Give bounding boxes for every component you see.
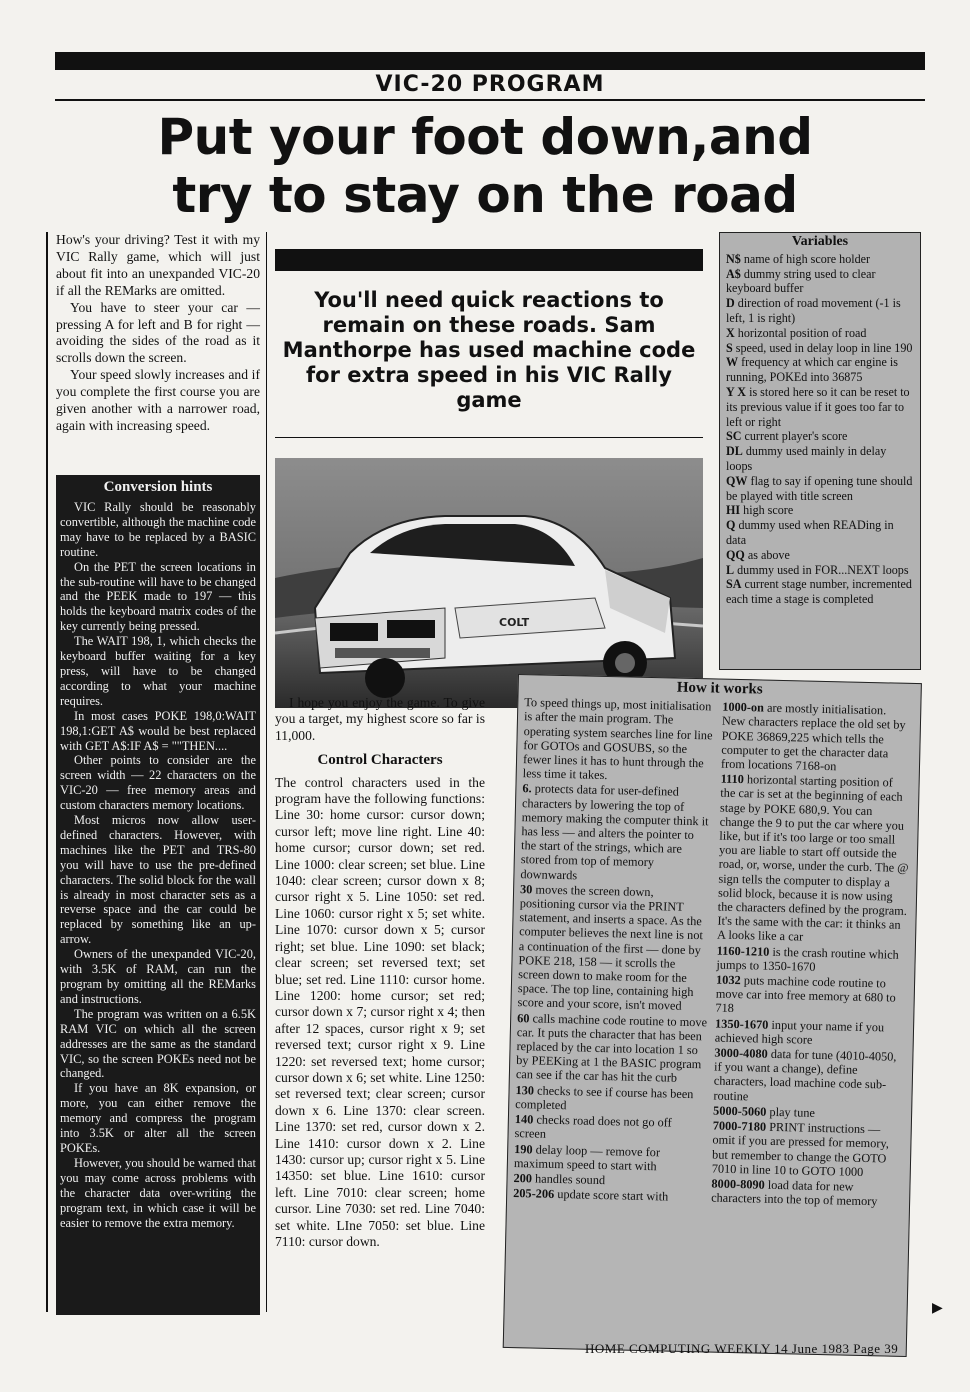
intro-paragraph: Your speed slowly increases and if you complete the first course you are given another with a narrower road, again with increasing speed. xyxy=(56,367,260,433)
variable-entry-text: direction of road movement (-1 is left, 1 is right) xyxy=(726,296,901,325)
variable-entry xyxy=(720,429,920,444)
how-entry-key: 130 xyxy=(515,1082,535,1098)
how-entry xyxy=(715,973,906,1020)
conversion-hints-title: Conversion hints xyxy=(103,479,213,495)
conversion-paragraph: Other points to consider are the screen width — 22 characters on the VIC-20 — free memory areas and custom characters memory locations. xyxy=(60,753,256,813)
how-entry-key: 190 xyxy=(514,1141,533,1156)
how-entry xyxy=(721,700,913,775)
variable-entry xyxy=(720,444,920,474)
variable-entry-key: Q xyxy=(726,518,736,533)
variable-entry-text: dummy used in FOR...NEXT loops xyxy=(737,562,909,577)
how-entry-key: 7000-7180 xyxy=(712,1118,767,1134)
variable-entry-text: flag to say if opening tune should be played with title screen xyxy=(726,473,913,503)
how-entry xyxy=(516,1011,708,1086)
how-entry xyxy=(717,772,911,947)
how-entry xyxy=(517,882,710,1014)
variable-entry-text: dummy string used to clear keyboard buffer xyxy=(726,266,876,296)
how-entry-key: 8000-8090 xyxy=(711,1176,765,1192)
how-entry-text: moves the screen down, positioning cursor via the PRINT statement, and inserts a space. As the computer believes the next line is not a continuation of the first — done by POKE 218, 158 — it scrolls the screen down to make room for the space. The top line, containing high score and your score, isn't moved xyxy=(517,882,704,1014)
variable-entry-text: as above xyxy=(747,547,790,562)
conversion-paragraph: The WAIT 198, 1, which checks the keyboard buffer waiting for a key press, will have to be changed according to what your machine requires. xyxy=(60,634,256,708)
how-it-works-box xyxy=(503,674,922,1357)
variable-entry-text: current stage number, incremented each time a stage is completed xyxy=(726,577,912,607)
variable-entry-key: N$ xyxy=(726,251,741,266)
conversion-paragraph: In most cases POKE 198,0:WAIT 198,1:GET A$ would be best replaced with GET A$:IF A$ = ""THEN.... xyxy=(60,708,256,753)
variable-entry-key: X xyxy=(726,325,735,340)
variables-title: Variables xyxy=(791,234,849,249)
how-entry-text: checks to see if course has been completed xyxy=(515,1083,694,1113)
variable-entry xyxy=(720,267,920,297)
variable-entry xyxy=(720,474,920,504)
variable-entry xyxy=(720,548,920,563)
variable-entry xyxy=(720,577,920,607)
control-characters-column xyxy=(275,695,485,1250)
headline-line-1: Put your foot down,and xyxy=(157,108,813,166)
kicker-rule xyxy=(55,99,925,101)
variable-entry xyxy=(720,341,920,356)
how-entry-text: input your name if you achieved high score xyxy=(714,1017,885,1047)
how-entry xyxy=(520,782,712,886)
variable-entry-key: L xyxy=(726,562,735,577)
variable-entry-text: current player's score xyxy=(744,429,848,444)
conversion-paragraph: The program was written on a 6.5K RAM VIC on which all the screen addresses are the same as the standard VIC, so the screen POKEs need not be changed. xyxy=(60,1006,256,1081)
variable-entry-text: is stored here so it can be reset to its previous value if it goes too far to left or right xyxy=(726,384,910,429)
how-entry-key: 5000-5060 xyxy=(712,1103,767,1119)
conversion-hints-box xyxy=(56,475,260,1315)
how-entry-text: To speed things up, most initialisation is after the main program. The operating system searches line for line for GOTOs and GOSUBS, so the fewer lines it has to hunt through the less time it takes. xyxy=(522,695,713,783)
variable-entry xyxy=(720,385,920,429)
how-entry-text: update score start with xyxy=(557,1187,669,1204)
car-badge: COLT xyxy=(499,616,530,629)
how-entry xyxy=(716,943,907,976)
rally-car-photo xyxy=(275,458,703,708)
how-entry-key: 205-206 xyxy=(513,1186,555,1202)
conversion-paragraph: Most micros now allow user-defined characters. However, with machines like the PET and TRS-80 you will have to use the pre-defined characters. The solid block for the wall is already in most character sets as a reverse space and the car could be replaced by something like an up-arrow. xyxy=(60,813,256,947)
how-it-works-right-column xyxy=(711,700,912,1210)
variable-entry xyxy=(720,326,920,341)
variable-entry-key: S xyxy=(726,340,733,355)
variable-entry-key: W xyxy=(726,355,739,370)
column-rule xyxy=(266,232,267,1312)
variable-entry-text: name of high score holder xyxy=(743,251,871,266)
how-entry-text: play tune xyxy=(769,1104,816,1120)
conversion-paragraph: On the PET the screen locations in the sub-routine will have to be changed and the PEEK made to 197 — this holds the keyboard matrix codes of the key currently being pressed. xyxy=(60,559,256,634)
section-kicker: VIC-20 PROGRAM xyxy=(375,72,605,97)
left-margin-rule xyxy=(46,232,48,1312)
headline xyxy=(40,108,930,224)
conversion-paragraph: VIC Rally should be reasonably convertible, although the machine code may have to be replaced by a BASIC routine. xyxy=(60,500,256,559)
standfirst-rule xyxy=(275,437,703,438)
variable-entry-key: QQ xyxy=(726,547,745,562)
variable-entry-text: dummy used mainly in delay loops xyxy=(726,444,887,473)
variable-entry-key: SC xyxy=(726,429,742,444)
col2-intro: I hope you enjoy the game. To give you a target, my highest score so far is 11,000. xyxy=(275,695,485,743)
variable-entry-text: high score xyxy=(743,503,794,518)
how-entry-text: PRINT instructions — omit if you are pressed for memory, but remember to change the GOTO 7010 in line 10 to GOTO 1000 xyxy=(711,1119,890,1179)
variable-entry xyxy=(720,252,920,267)
control-characters-heading: Control Characters xyxy=(317,752,443,769)
how-it-works-left-column xyxy=(513,695,714,1205)
variable-entry-text: horizontal position of road xyxy=(737,325,867,340)
variable-entry-key: DL xyxy=(726,444,743,459)
variable-entry xyxy=(720,518,920,548)
rally-car-image xyxy=(275,458,703,708)
intro-paragraph: How's your driving? Test it with my VIC Rally game, which will just about fit into an unexpanded VIC-20 if all the REMarks are omitted. xyxy=(56,232,260,298)
variable-entry-text: dummy used when READing in data xyxy=(726,518,894,547)
intro-paragraph: You have to steer your car — pressing A for left and B for right — avoiding the sides of the road as it scrolls down the screen. xyxy=(56,299,260,366)
variable-entry-key: Y X xyxy=(726,384,747,399)
how-entry-text: calls machine code routine to move car. It puts the character that has been replaced by the car into location 1 so by PEEKing at 1 the BASIC program can see if the car has hit the curb xyxy=(515,1011,708,1086)
how-entry-text: are mostly initialisation. New characters replace the old set by POKE 36869,225 which tells the computer to get the character data from locations 7168-on xyxy=(720,700,906,774)
how-it-works-title: How it works xyxy=(676,679,763,698)
how-entry xyxy=(513,1186,703,1205)
how-entry-key: 1032 xyxy=(715,972,741,988)
how-entry-text: horizontal starting position of the car is set at the beginning of each stage by POKE 680,9. You can change the 9 to put the car where you like, but if it's too large or too small you are liable to start off outside the road, or, worse, under the curb. The @ sign tells the computer to display a solid block, because it is now using the characters defined by the program. It's the same with the car: it thinks an A looks like a car xyxy=(716,772,909,944)
how-entry-text: delay loop — remove for maximum speed to start with xyxy=(513,1142,661,1173)
standfirst: You'll need quick reactions to remain on these roads. Sam Manthorpe has used machine code for extra speed in his VIC Rally game xyxy=(282,288,696,412)
variable-entry-key: QW xyxy=(726,473,748,488)
variable-entry-text: frequency at which car engine is running, POKEd into 36875 xyxy=(726,355,898,385)
page-footer: HOME COMPUTING WEEKLY 14 June 1983 Page 39 xyxy=(585,1341,899,1356)
conversion-paragraph: However, you should be warned that you may come across problems with the character data over-writing the program text, in which case it will be easier to remove the extra memory. xyxy=(60,1155,256,1230)
standfirst-bar xyxy=(275,249,703,271)
how-entry xyxy=(514,1142,705,1175)
headline-line-2: try to stay on the road xyxy=(172,166,798,224)
how-entry-key: 60 xyxy=(517,1010,530,1026)
how-entry xyxy=(523,695,715,785)
how-entry-text: protects data for user-defined characters by lowering the top of memory making the computer think it has less — and alters the pointer to the start of the strings, which are stored from top of memory downwards xyxy=(520,781,709,883)
how-entry xyxy=(515,1083,706,1116)
how-entry-text: handles sound xyxy=(534,1171,606,1188)
how-entry xyxy=(713,1046,904,1107)
variable-entry xyxy=(720,355,920,385)
how-entry-key: 1160-1210 xyxy=(716,943,770,959)
how-entry-text: is the crash routine which jumps to 1350-1670 xyxy=(716,944,899,974)
how-entry-text: puts machine code routine to move car into free memory at 680 to 718 xyxy=(715,973,896,1016)
variable-entry-text: speed, used in delay loop in line 190 xyxy=(735,340,913,355)
variable-entry-key: HI xyxy=(726,503,741,518)
how-entry xyxy=(715,1016,906,1049)
how-entry-key: 3000-4080 xyxy=(714,1045,768,1061)
how-entry-text: data for tune (4010-4050, if you want a change), define characters, load machine code sub-routine xyxy=(713,1046,897,1104)
top-rule-bar xyxy=(55,52,925,70)
variable-entry-key: SA xyxy=(726,577,742,592)
how-entry-key: 6. xyxy=(522,781,532,796)
how-entry-key: 1350-1670 xyxy=(714,1016,769,1032)
how-entry-key: 140 xyxy=(514,1112,534,1127)
variable-entry xyxy=(720,503,920,518)
conversion-paragraph: If you have an 8K expansion, or more, you can either remove the memory and compress the program into 3.5K or alter all the screen POKEs. xyxy=(60,1081,256,1155)
how-entry-key: 30 xyxy=(519,881,533,897)
how-entry-key: 200 xyxy=(513,1170,533,1186)
variables-box xyxy=(719,232,921,670)
conversion-paragraph: Owners of the unexpanded VIC-20, with 3.5K of RAM, can run the program by omitting all the REMarks and instructions. xyxy=(60,947,256,1006)
how-entry-key: 1000-on xyxy=(722,699,765,715)
variable-entry xyxy=(720,296,920,326)
control-characters-body: The control characters used in the program have the following functions: Line 30: home cursor: cursor down; cursor left; move line right. Line 40: home cursor; cursor down; set red. Line 1000: clear screen; set blue. Line 1040: clear screen; cursor down x 8; cursor right x 5. Line 1050: set red. Line 1060: cursor right x 5; set white. Line 1070: cursor down x 5; cursor right; set blue. Line 1090: set black; clear screen; set reversed text; set blue; set red. Line 1110: cursor home. Line 1200: home cursor; set red; cursor down x 7; cursor right x 4; then after 12 spaces, cursor right x 9; set reversed text; cursor right x 9. Line 1220: set reversed text; home cursor; cursor down x 6; set white. Line 1250: set reversed text; clear screen; cursor down x 6. Line 1370: clear screen. Line 1370: set red, cursor down x 2. Line 1410: cursor down x 2. Line 1430: cursor up; cursor right x 5. Line 14350: set blue. Line 1610: cursor left. Line 7010: clear screen; home cursor. Line 7030: set red. Line 7040: set white. LIne 7050: set blue. Line 7110: cursor down. xyxy=(275,774,485,1249)
how-entry xyxy=(514,1112,705,1145)
how-entry xyxy=(712,1119,903,1180)
continue-arrow-icon: ▶ xyxy=(932,1301,943,1316)
how-entry-text: load data for new characters into the top of memory xyxy=(711,1177,878,1209)
how-entry-text: checks road does not go off screen xyxy=(514,1112,672,1142)
variable-entry-key: A$ xyxy=(726,266,741,281)
variable-entry-key: D xyxy=(726,296,735,311)
how-entry-key: 1110 xyxy=(720,771,745,787)
intro-text xyxy=(56,232,260,435)
variable-entry xyxy=(720,563,920,578)
how-entry xyxy=(711,1176,902,1209)
